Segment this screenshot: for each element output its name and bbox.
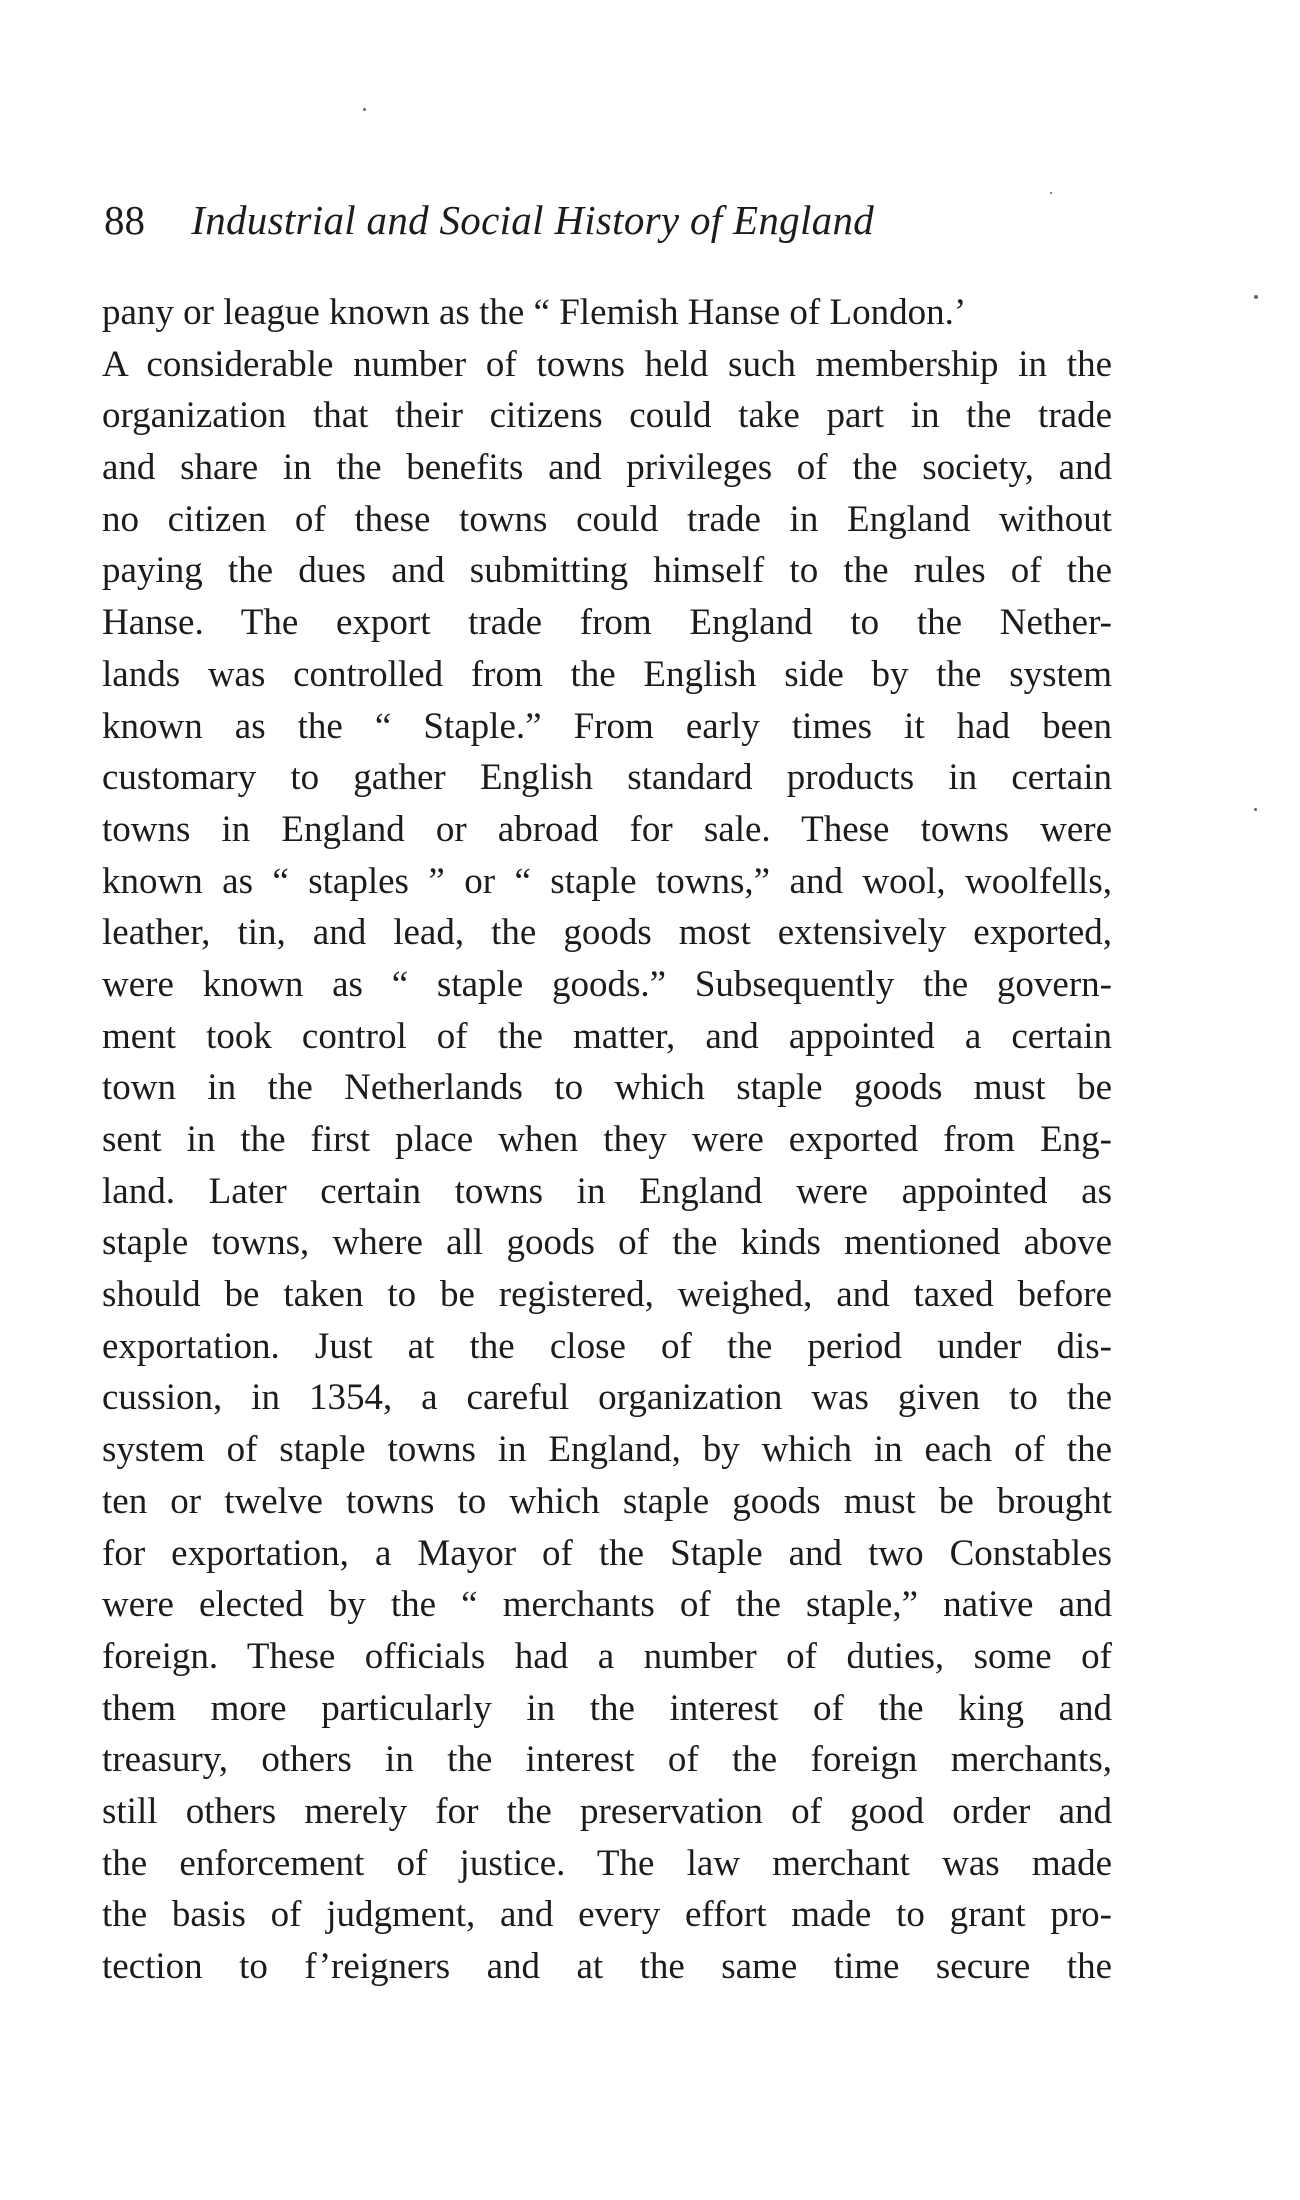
text-line: still others merely for the preservation of good order and (102, 1790, 1112, 1832)
text-line: known as “ staples ” or “ staple towns,” and wool, woolfells, (102, 860, 1112, 902)
text-line: cussion, in 1354, a careful organization was given to the (102, 1377, 1112, 1419)
text-line: ment took control of the matter, and appointed a certain (102, 1015, 1112, 1057)
text-line: organization that their citizens could take part in the trade (102, 395, 1112, 437)
text-line: treasury, others in the interest of the foreign merchants, (102, 1739, 1112, 1781)
running-head (104, 190, 1114, 250)
text-line: Hanse. The export trade from England to the Nether- (102, 602, 1112, 644)
text-line: customary to gather English standard products in certain (102, 757, 1112, 799)
text-line: the enforcement of justice. The law merchant was made (102, 1842, 1112, 1884)
body-text (102, 287, 1112, 1993)
text-line: land. Later certain towns in England were appointed as (102, 1170, 1112, 1212)
text-line: the basis of judgment, and every effort made to grant pro- (102, 1894, 1112, 1936)
text-line: them more particularly in the interest of the king and (102, 1687, 1112, 1729)
text-line: should be taken to be registered, weighed, and taxed before (102, 1274, 1112, 1316)
text-line: staple towns, where all goods of the kinds mentioned above (102, 1222, 1112, 1264)
text-line: known as the “ Staple.” From early times it had been (102, 705, 1112, 747)
text-line: town in the Netherlands to which staple goods must be (102, 1067, 1112, 1109)
text-line: foreign. These officials had a number of duties, some of (102, 1635, 1112, 1677)
running-title: Industrial and Social History of England (191, 197, 875, 243)
text-line: were elected by the “ merchants of the staple,” native and (102, 1584, 1112, 1626)
page-number: 88 (104, 197, 145, 243)
text-line: exportation. Just at the close of the period under dis- (102, 1325, 1112, 1367)
text-line: lands was controlled from the English side by the system (102, 653, 1112, 695)
text-line: sent in the first place when they were exported from Eng- (102, 1119, 1112, 1160)
text-line: system of staple towns in England, by which in each of the (102, 1429, 1112, 1471)
text-line: ten or twelve towns to which staple goods must be brought (102, 1480, 1112, 1522)
text-line: tection to f’reigners and at the same time secure the (102, 1946, 1112, 1987)
text-line: leather, tin, and lead, the goods most extensively exported, (102, 912, 1112, 954)
ink-speck (363, 108, 366, 111)
text-line: paying the dues and submitting himself to the rules of the (102, 550, 1112, 592)
text-line: were known as “ staple goods.” Subsequently the govern- (102, 963, 1112, 1005)
ink-speck (1254, 808, 1257, 811)
text-line: towns in England or abroad for sale. These towns were (102, 808, 1112, 850)
text-line: A considerable number of towns held such membership in the (102, 343, 1112, 385)
text-line: pany or league known as the “ Flemish Hanse of London.’ (102, 292, 967, 333)
text-line: and share in the benefits and privileges of the society, and (102, 447, 1112, 489)
text-line: for exportation, a Mayor of the Staple and two Constables (102, 1532, 1112, 1574)
ink-speck (1254, 295, 1258, 299)
text-line: no citizen of these towns could trade in England without (102, 498, 1112, 540)
